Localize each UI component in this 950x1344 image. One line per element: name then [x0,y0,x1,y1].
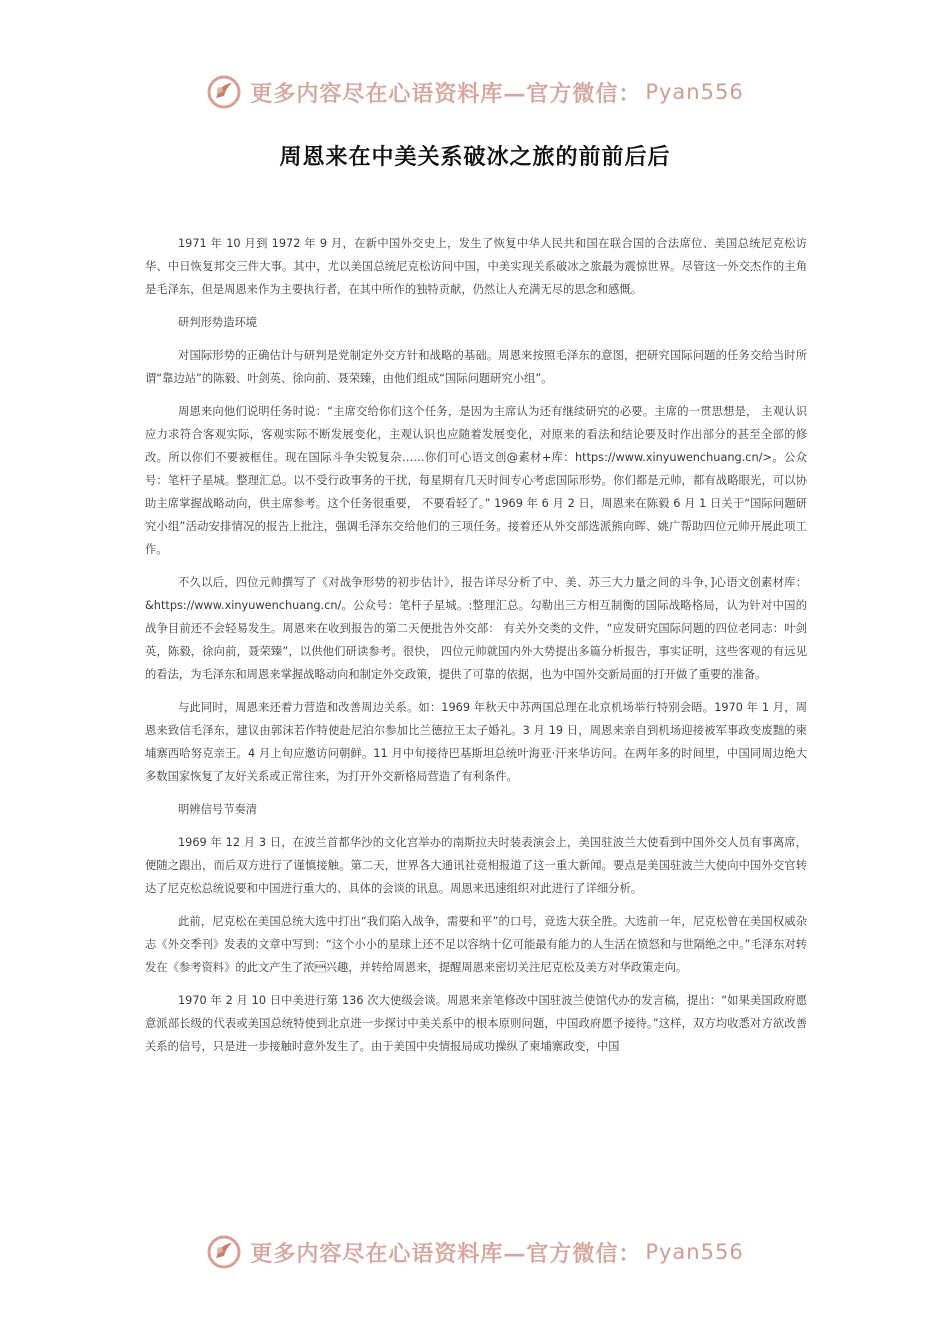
section-heading: 明辨信号节奏清 [178,803,258,816]
banner-text: 更多内容尽在心语资料库—官方微信： [250,80,642,107]
header-banner [0,70,950,114]
paragraph: 不久以后，四位元帅撰写了《对战争形势的初步估计》，报告详尽分析了中、美、苏三大力量之间的斗争，]心语文创素材库：&https://www.xinyuwenchuang.cn/。公众号：笔杆子星城。:整理汇总。勾勒出三方相互制衡的国际战略格局，认为针对中国的战争目前还不会轻易发生。周恩来在收到报告的第二天便批告外交部： 有关外交类的文件，“应发研究国际问题的四位老同志：叶剑英，陈毅，徐向前，聂荣臻”，以供他们研读参考。很快， 四位元帅就国内外大势提出多篇分析报告，事实证明，这些客观的有远见的看法，为毛泽东和周恩来掌握战略动向和制定外交政策，提供了可靠的依据，也为中国外交新局面的打开做了重要的准备。 [145,576,807,681]
brand-logo-icon [206,74,242,110]
footer-banner [0,1230,950,1274]
document-title: 周恩来在中美关系破冰之旅的前前后后 [279,145,671,170]
brand-logo-icon [206,1234,242,1270]
paragraph: 对国际形势的正确估计与研判是党制定外交方针和战略的基础。周恩来按照毛泽东的意图，把研究国际问题的任务交给当时所谓“靠边站”的陈毅、叶剑英、徐向前、聂荣臻，由他们组成“国际问题研究小组”。 [145,349,807,385]
banner-text: 更多内容尽在心语资料库—官方微信： [250,1240,642,1267]
banner-wechat-id: Pyan556 [645,1240,744,1264]
paragraph: 与此同时，周恩来还着力营造和改善周边关系。如：1969 年秋天中苏两国总理在北京机场举行特别会晤。1970 年 1 月，周恩来致信毛泽东，建议由郭沫若作特使赴尼泊尔参加比兰德拉王太子婚礼。3 月 19 日，周恩来亲自到机场迎接被军事政变废黜的柬埔寨西哈努克亲王。4 月上旬应邀访问朝鲜。11 月中旬接待巴基斯坦总统叶海亚·汗来华访问。在两年多的时间里，中国同周边绝大多数国家恢复了友好关系或正常往来，为打开外交新格局营造了有利条件。 [145,701,807,783]
paragraph: 1971 年 10 月到 1972 年 9 月，在新中国外交史上，发生了恢复中华人民共和国在联合国的合法席位、美国总统尼克松访华、中日恢复邦交三件大事。其中，尤以美国总统尼克松访问中国，中美实现关系破冰之旅最为震惊世界。尽管这一外交杰作的主角是毛泽东，但是周恩来作为主要执行者，在其中所作的独特贡献，仍然让人充满无尽的思念和感慨。 [145,237,807,296]
document-body [145,232,807,1068]
paragraph: 此前，尼克松在美国总统大选中打出“我们陷入战争，需要和平”的口号，竞选大获全胜。大选前一年，尼克松曾在美国权威杂志《外交季刊》发表的文章中写到：“这个小小的星球上还不足以容纳十亿可能最有能力的人生活在愤怒和与世隔绝之中。”毛泽东对转发在《参考资料》的此文产生了浓兴趣，并转给周恩来，提醒周恩来密切关注尼克松及美方对华政策走向。 [145,915,807,974]
banner-wechat-id: Pyan556 [645,80,744,104]
paragraph: 周恩来向他们说明任务时说：“主席交给你们这个任务，是因为主席认为还有继续研究的必要。主席的一贯思想是， 主观认识应力求符合客观实际，客观实际不断发展变化，主观认识也应随着发展变化，对原来的看法和结论要及时作出部分的甚至全部的修改。所以你们不要被框住。现在国际斗争尖锐复杂……你们可心语文创@素材+库：https://www.xinyuwenchuang.cn/>。公众号：笔杆子星城。整理汇总。以不受行政事务的干扰，每星期有几天时间专心考虑国际形势。你们都是元帅，都有战略眼光，可以协助主席掌握战略动向，供主席参考。这个任务很重要， 不要看轻了。” 1969 年 6 月 2 日，周恩来在陈毅 6 月 1 日关于“国际问题研究小组”活动安排情况的报告上批注，强调毛泽东交给他们的三项任务。接着还从外交部选派熊向晖、姚广帮助四位元帅开展此项工作。 [145,405,807,556]
paragraph: 1969 年 12 月 3 日，在波兰首都华沙的文化宫举办的南斯拉夫时装表演会上，美国驻波兰大使看到中国外交人员有事离席，便随之跟出，而后双方进行了谨慎接触。第二天，世界各大通讯社竞相报道了这一重大新闻。要点是美国驻波兰大使向中国外交官转达了尼克松总统说要和中国进行重大的、具体的会谈的讯息。周恩来迅速组织对此进行了详细分析。 [145,836,807,895]
paragraph: 1970 年 2 月 10 日中美进行第 136 次大使级会谈。周恩来亲笔修改中国驻波兰使馆代办的发言稿，提出：“如果美国政府愿意派部长级的代表或美国总统特使到北京进一步探讨中美关系中的根本原则问题，中国政府愿予接待。”这样，双方均收悉对方欲改善关系的信号，只是进一步接触时意外发生了。由于美国中央情报局成功操纵了柬埔寨政变，中国 [145,994,807,1053]
section-heading: 研判形势造环境 [178,316,258,329]
